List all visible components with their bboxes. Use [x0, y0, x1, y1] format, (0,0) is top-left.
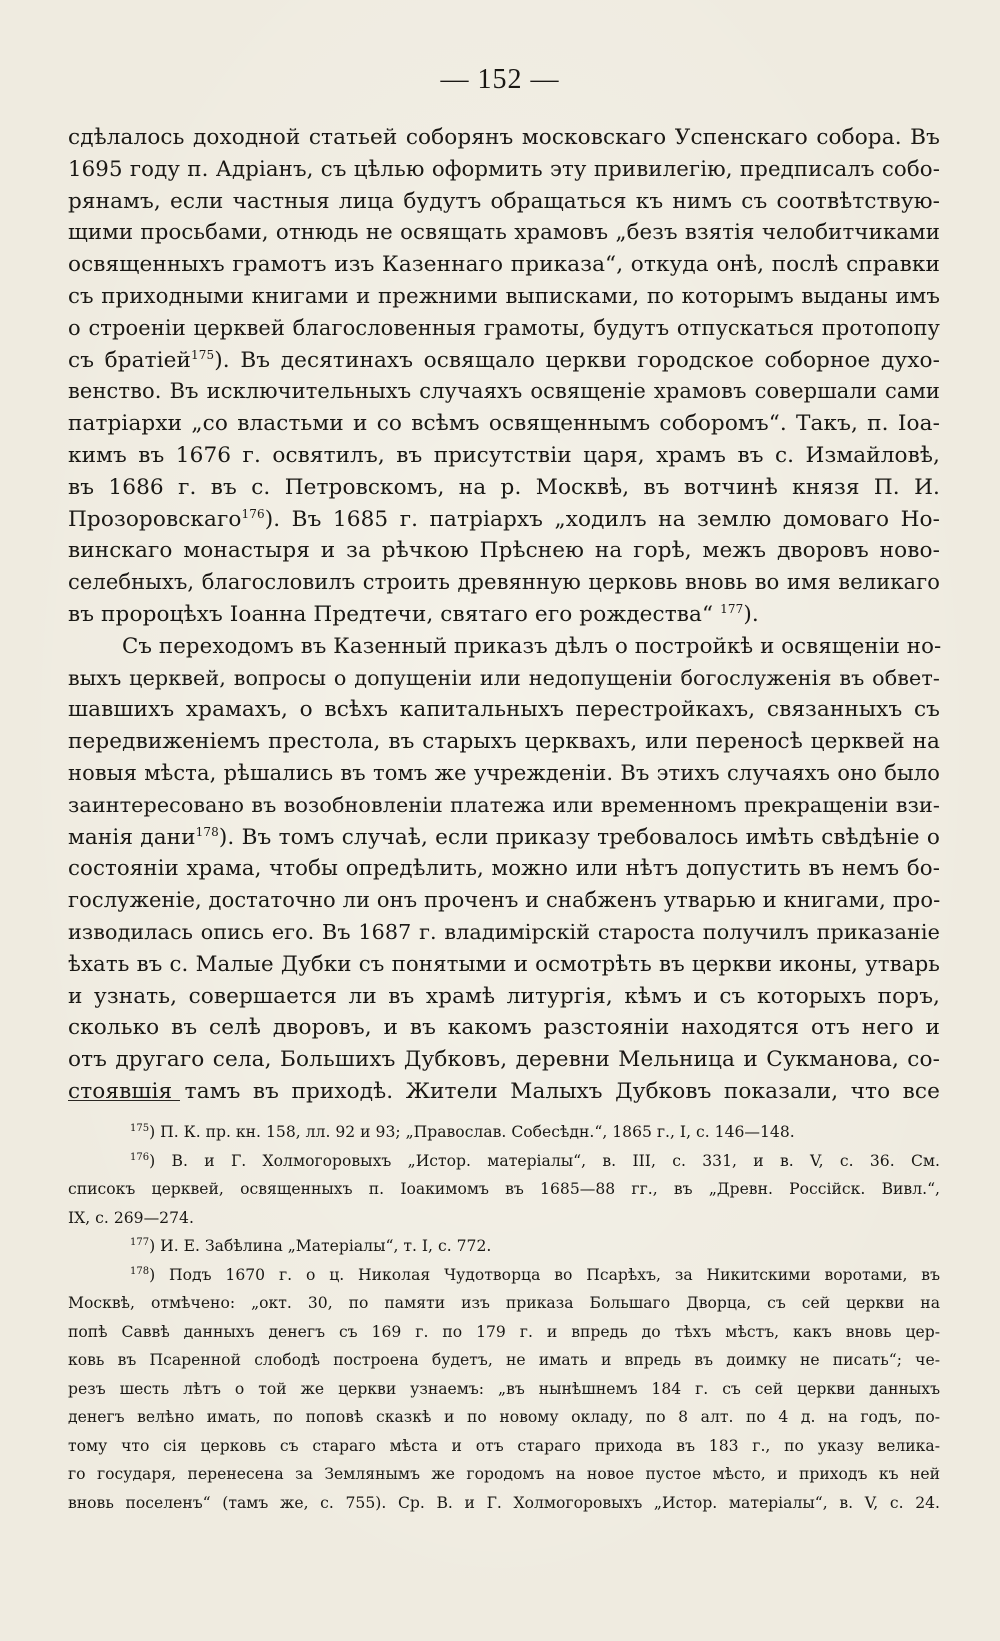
footnote-175: [68, 1118, 940, 1147]
text-line: [68, 599, 940, 631]
text-line: и узнать, совершается ли въ храмѣ литургія, кѣмъ и съ которыхъ поръ,: [68, 983, 940, 1009]
text-line: [68, 345, 940, 377]
text-run: съ братіей: [68, 347, 192, 373]
footnote-text: ) Подъ 1670 г. о ц. Николая Чудотворца во Псарѣхъ, за Никитскими воротами, въ: [149, 1265, 940, 1284]
text-line: заинтересовано въ возобновленіи платежа или временномъ прекращеніи взи-: [68, 792, 940, 817]
footnote-ref-176[interactable]: 176: [241, 506, 265, 521]
text-run: ).: [743, 601, 759, 627]
text-line: кимъ въ 1676 г. освятилъ, въ присутствіи царя, храмъ въ с. Измайловѣ,: [68, 442, 940, 468]
text-line: съ приходными книгами и прежними выписками, по которымъ выданы имъ: [68, 283, 940, 309]
text-line: новыя мѣста, рѣшались въ томъ же учрежденіи. Въ этихъ случаяхъ оно было: [68, 760, 940, 785]
footnote-number: 176: [130, 1151, 150, 1163]
footnote-line: денегъ велѣно имать, по поповѣ сказкѣ и по новому окладу, по 8 алт. по 4 д. на годъ, по-: [68, 1408, 940, 1426]
text-line: венство. Въ исключительныхъ случаяхъ освященіе храмовъ совершали сами: [68, 379, 940, 404]
footnote-number: 177: [130, 1237, 150, 1248]
footnote-divider: [68, 1100, 180, 1101]
footnote-line: попѣ Саввѣ данныхъ денегъ съ 169 г. по 179 г. и впредь до тѣхъ мѣстъ, какъ вновь цер-: [68, 1322, 940, 1341]
text-line: изводилась опись его. Въ 1687 г. владимірскій староста получилъ приказаніе: [68, 919, 940, 944]
text-line: 1695 году п. Адріанъ, съ цѣлью оформить эту привилегію, предписалъ собо-: [68, 156, 940, 182]
text-line: патріархи „со властьми и со всѣмъ освященнымъ соборомъ“. Такъ, п. Іоа-: [68, 411, 940, 437]
footnote-ref-178[interactable]: 178: [195, 824, 219, 839]
text-run: ). Въ томъ случаѣ, если приказу требовалось имѣть свѣдѣніе о: [218, 824, 940, 850]
text-line: [68, 504, 940, 536]
footnote-line: Москвѣ, отмѣчено: „окт. 30, по памяти изъ приказа Большаго Дворца, съ сей церкви на: [68, 1294, 940, 1312]
footnote-line: списокъ церквей, освященныхъ п. Іоакимомъ въ 1685—88 гг., въ „Древн. Россійск. Вивл.“,: [68, 1180, 940, 1198]
footnote-176: [68, 1147, 940, 1176]
text-run: манія дани: [68, 824, 196, 850]
footnote-ref-175[interactable]: 175: [191, 347, 215, 362]
page-number: — 152 —: [440, 64, 560, 95]
footnote-line: вновь поселенъ“ (тамъ же, с. 755). Ср. В. и Г. Холмогоровыхъ „Истор. матеріалы“, в. V, с. 24.: [68, 1493, 940, 1512]
text-line: щими просьбами, отнюдь не освящать храмовъ „безъ взятія челобитчиками: [68, 220, 940, 246]
text-line: состояніи храма, чтобы опредѣлить, можно или нѣтъ допустить въ немъ бо-: [68, 856, 940, 882]
footnote-line: резъ шесть лѣтъ о той же церкви узнаемъ: „въ нынѣшнемъ 184 г. съ сей церкви данныхъ: [68, 1379, 940, 1398]
text-line: винскаго монастыря и за рѣчкою Прѣснею на горѣ, межъ дворовъ ново-: [68, 538, 940, 564]
text-line: гослуженіе, достаточно ли онъ проченъ и снабженъ утварью и книгами, про-: [68, 888, 941, 913]
text-line: освященныхъ грамотъ изъ Казеннаго приказа“, откуда онѣ, послѣ справки: [68, 252, 940, 278]
text-line: передвиженіемъ престола, въ старыхъ церквахъ, или переносѣ церквей на: [68, 729, 940, 755]
paragraph-start-line: Съ переходомъ въ Казенный приказъ дѣлъ о постройкѣ и освященіи но-: [122, 633, 942, 659]
footnote-line: тому что сія церковь съ стараго мѣста и отъ стараго прихода въ 183 г., по указу велика-: [68, 1436, 940, 1455]
text-line: стоявшія тамъ въ приходѣ. Жители Малыхъ Дубковъ показали, что все: [68, 1078, 940, 1104]
footnote-ref-177[interactable]: 177: [720, 601, 744, 616]
text-line: шавшихъ храмахъ, о всѣхъ капитальныхъ перестройкахъ, связанныхъ съ: [68, 697, 940, 723]
footnote-line: IX, с. 269—274.: [68, 1208, 194, 1227]
footnote-text: ) И. Е. Забѣлина „Матеріалы“, т. I, с. 772.: [149, 1237, 492, 1255]
footnotes: [68, 1118, 940, 1517]
footnote-line: го государя, перенесена за Землянымъ же городомъ на новое пустое мѣсто, и приходъ къ ней: [68, 1465, 940, 1483]
text-line: сколько въ селѣ дворовъ, и въ какомъ разстояніи находятся отъ него и: [68, 1015, 940, 1041]
text-run: Прозоровскаго: [68, 506, 242, 532]
text-line: выхъ церквей, вопросы о допущеніи или недопущеніи богослуженія въ обвет-: [68, 665, 940, 690]
text-line: селебныхъ, благословилъ строить древянную церковь вновь во имя великаго: [68, 570, 940, 595]
text-line: въ 1686 г. въ с. Петровскомъ, на р. Москвѣ, въ вотчинѣ князя П. И.: [68, 474, 940, 500]
footnote-text: ) П. К. пр. кн. 158, лл. 92 и 93; „Православ. Собесѣдн.“, 1865 г., I, с. 146—148.: [149, 1123, 795, 1141]
footnote-178: [68, 1261, 940, 1290]
footnote-number: 175: [130, 1123, 150, 1134]
text-run: ). Въ десятинахъ освящало церкви городское соборное духо-: [214, 347, 940, 373]
footnote-line: ковь въ Псаренной слободѣ построена будетъ, не имать и впредь въ доимку не писать“; че-: [68, 1351, 940, 1369]
text-line: отъ другаго села, Большихъ Дубковъ, деревни Мельница и Сукманова, со-: [68, 1047, 940, 1073]
footnote-number: 178: [130, 1265, 150, 1277]
footnote-text: ) В. и Г. Холмогоровыхъ „Истор. матеріалы“, в. III, с. 331, и в. V, с. 36. См.: [149, 1151, 940, 1170]
text-line: сдѣлалось доходной статьей соборянъ московскаго Успенскаго собора. Въ: [68, 125, 940, 150]
text-line: [68, 822, 940, 854]
footnote-177: [68, 1232, 940, 1261]
text-run: въ пророцѣхъ Іоанна Предтечи, святаго его рождества“: [68, 601, 714, 627]
text-run: ). Въ 1685 г. патріархъ „ходилъ на землю домоваго Но-: [264, 506, 940, 532]
text-line: о строеніи церквей благословенныя грамоты, будутъ отпускаться протопопу: [68, 315, 940, 340]
text-line: ѣхать въ с. Малые Дубки съ понятыми и осмотрѣть въ церкви иконы, утварь: [68, 951, 940, 977]
text-line: рянамъ, если частныя лица будутъ обращаться къ нимъ съ соотвѣтствую-: [68, 188, 940, 214]
main-text: [68, 122, 940, 1108]
